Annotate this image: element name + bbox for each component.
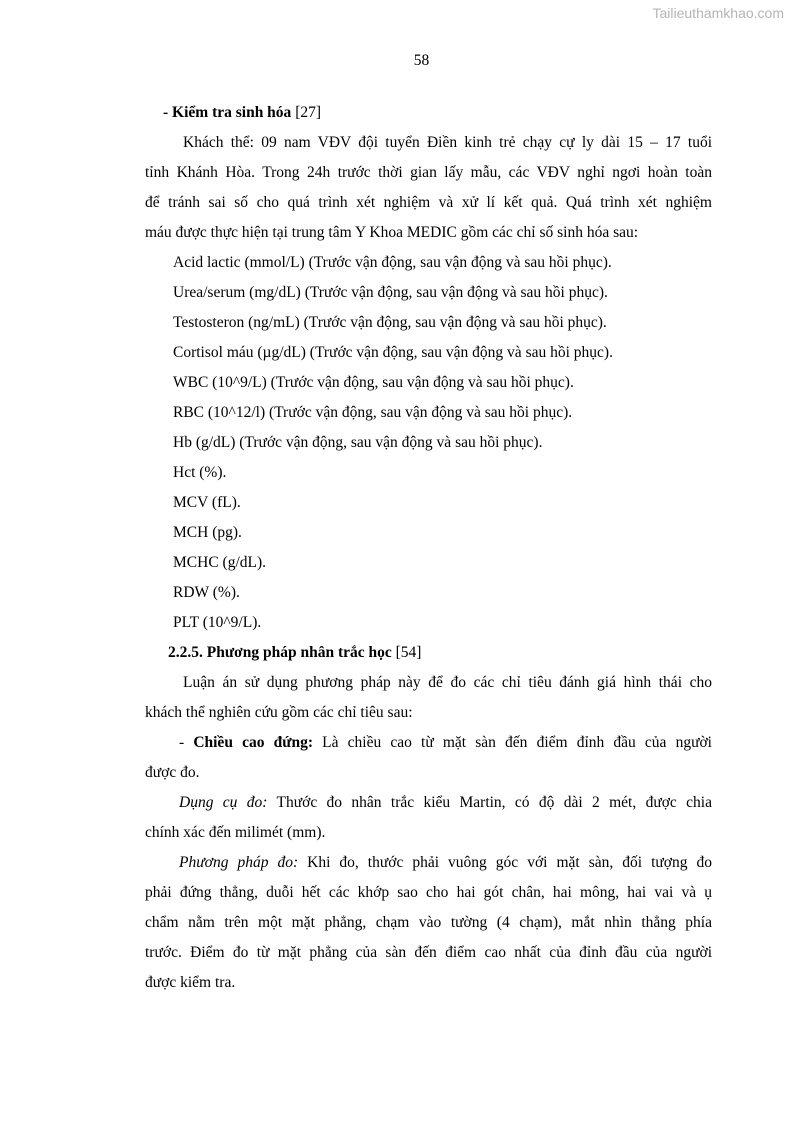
term-method: Phương pháp đo:: [179, 854, 299, 871]
text-line: được kiểm tra.: [145, 974, 236, 991]
text-line: máu được thực hiện tại trung tâm Y Khoa MEDIC gồm các chỉ số sinh hóa sau:: [145, 224, 639, 241]
text-line: Luận án sử dụng phương pháp này để đo các chỉ tiêu đánh giá hình thái cho: [183, 674, 712, 691]
definition-text: Là chiều cao từ mặt sàn đến điểm đỉnh đầu của người: [313, 734, 712, 751]
heading-text: - Kiểm tra sinh hóa: [163, 104, 292, 121]
text-line: tỉnh Khánh Hòa. Trong 24h trước thời gian lấy mẫu, các VĐV nghỉ ngơi hoàn toàn: [145, 164, 712, 181]
page-number: 58: [413, 52, 430, 69]
text-line: [145, 788, 712, 818]
list-item: RBC (10^12/l) (Trước vận động, sau vận động và sau hồi phục).: [173, 404, 573, 421]
text-line: chẩm nằm trên một mặt phẳng, chạm vào tường (4 chạm), mắt nhìn thẳng phía: [145, 914, 712, 931]
list-item: Urea/serum (mg/dL) (Trước vận động, sau vận động và sau hồi phục).: [173, 284, 608, 301]
text-line: phải đứng thẳng, duỗi hết các khớp sao cho hai gót chân, hai mông, hai vai và ụ: [145, 884, 712, 901]
list-item: MCV (fL).: [173, 494, 241, 511]
dash: -: [179, 734, 194, 751]
document-body: [145, 98, 712, 998]
text-line: Khách thể: 09 nam VĐV đội tuyển Điền kinh trẻ chạy cự ly dài 15 – 17 tuổi: [183, 134, 712, 151]
list-item: Hb (g/dL) (Trước vận động, sau vận động và sau hồi phục).: [173, 434, 543, 451]
term-standing-height: Chiều cao đứng:: [193, 734, 314, 751]
list-item: Acid lactic (mmol/L) (Trước vận động, sau vận động và sau hồi phục).: [173, 254, 612, 271]
list-item: Hct (%).: [173, 464, 227, 481]
text-line: [145, 728, 712, 758]
heading-text: 2.2.5. Phương pháp nhân trắc học: [168, 644, 392, 661]
heading-citation: [27]: [291, 104, 322, 121]
list-item: Testosteron (ng/mL) (Trước vận động, sau vận động và sau hồi phục).: [173, 314, 607, 331]
list-item: Cortisol máu (µg/dL) (Trước vận động, sau vận động và sau hồi phục).: [173, 344, 613, 361]
term-instrument: Dụng cụ đo:: [179, 794, 268, 811]
list-item: MCHC (g/dL).: [173, 554, 266, 571]
text-line: [145, 848, 712, 878]
list-item: MCH (pg).: [173, 524, 242, 541]
instrument-text: Thước đo nhân trắc kiểu Martin, có độ dài 2 mét, được chia: [267, 794, 712, 811]
section-heading-anthropometry: [145, 638, 712, 668]
heading-citation: [54]: [391, 644, 422, 661]
list-item: PLT (10^9/L).: [173, 614, 262, 631]
text-line: chính xác đến milimét (mm).: [145, 824, 326, 841]
method-text: Khi đo, thước phải vuông góc với mặt sàn, đối tượng đo: [298, 854, 713, 871]
section-heading-biochemistry: [145, 98, 712, 128]
watermark: Tailieuthamkhao.com: [652, 5, 784, 21]
list-item: WBC (10^9/L) (Trước vận động, sau vận động và sau hồi phục).: [173, 374, 574, 391]
text-line: trước. Điểm đo từ mặt phẳng của sàn đến điểm cao nhất của đỉnh đầu của người: [145, 944, 712, 961]
text-line: được đo.: [145, 764, 200, 781]
list-item: RDW (%).: [173, 584, 240, 601]
text-line: để tránh sai số cho quá trình xét nghiệm và xử lí kết quả. Quá trình xét nghiệm: [145, 194, 712, 211]
text-line: khách thể nghiên cứu gồm các chỉ tiêu sau:: [145, 704, 413, 721]
